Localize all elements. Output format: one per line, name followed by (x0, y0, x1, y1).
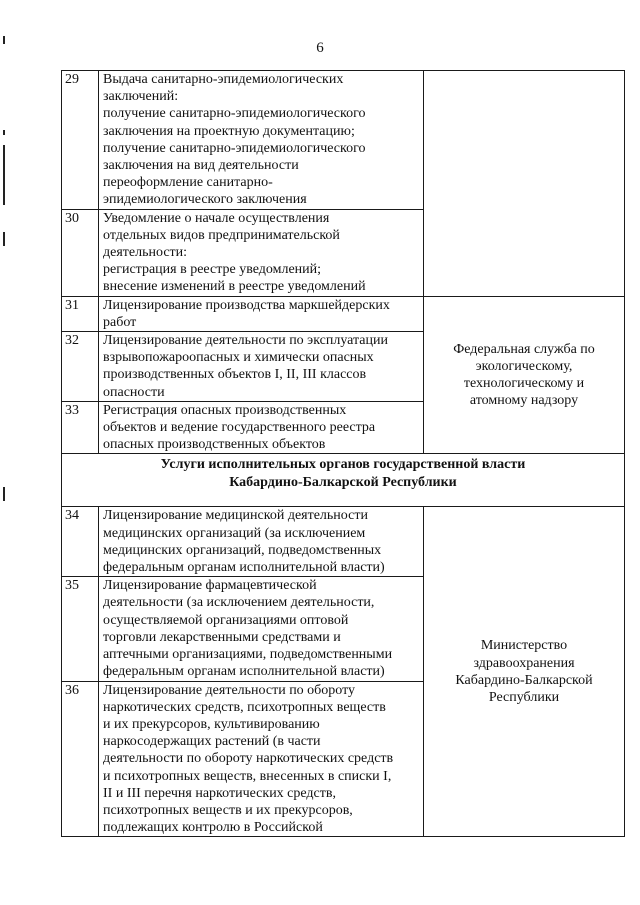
section-header-line: Услуги исполнительных органов государственной власти (160, 457, 526, 473)
row-number: 30 (62, 209, 99, 296)
responsible-authority (424, 507, 625, 837)
text-line: медицинских организаций (за исключением (103, 525, 366, 541)
text-line: Лицензирование производства маркшейдерских (103, 297, 390, 313)
text-line: Уведомление о начале осуществления (103, 210, 330, 226)
text-line: заключения на вид деятельности (103, 158, 299, 174)
text-line: Выдача санитарно-эпидемиологических (103, 72, 344, 87)
text-line: торговли лекарственными средствами и (103, 629, 341, 645)
text-line: подлежащих контролю в Российской (103, 820, 323, 836)
responsible-authority (424, 296, 625, 454)
text-line: II и III перечня наркотических средств, (103, 785, 336, 801)
text-line: Лицензирование деятельности по обороту (103, 682, 356, 698)
text-line: опасности (103, 384, 165, 400)
section-header (62, 454, 625, 507)
text-line: внесение изменений в реестре уведомлений (103, 279, 366, 295)
text-line: федеральным органам исполнительной власти) (103, 664, 385, 680)
text-line: эпидемиологического заключения (103, 192, 307, 208)
scan-edge-mark (3, 487, 5, 501)
text-line: регистрация в реестре уведомлений; (103, 262, 322, 278)
text-line: объектов и ведение государственного реестра (103, 420, 376, 436)
text-line: Лицензирование деятельности по эксплуатации (103, 333, 388, 349)
service-description (99, 681, 424, 837)
text-line: Лицензирование фармацевтической (103, 578, 317, 594)
text-line: отдельных видов предпринимательской (103, 227, 340, 243)
row-number: 35 (62, 577, 99, 681)
text-line: производственных объектов I, II, III классов (103, 367, 367, 383)
text-line: Регистрация опасных производственных (103, 402, 347, 418)
table-row (62, 507, 625, 577)
text-line: деятельности: (103, 245, 188, 261)
text-line: и психотропных веществ, внесенных в списки I, (103, 768, 392, 784)
service-description (99, 577, 424, 681)
text-line: федеральным органам исполнительной власти) (103, 560, 385, 576)
row-number: 34 (62, 507, 99, 577)
section-header-row (62, 454, 625, 507)
text-line: опасных производственных объектов (103, 437, 326, 453)
text-line: психотропных веществ и их прекурсоров, (103, 802, 353, 818)
text-line: аптечными организациями, подведомственными (103, 647, 393, 663)
text-line: заключений: (103, 89, 179, 105)
text-line: осуществляемой организациями оптовой (103, 612, 349, 628)
service-description (99, 401, 424, 454)
text-line: Лицензирование медицинской деятельности (103, 508, 368, 524)
authority-line: Республики (488, 690, 560, 706)
authority-line: технологическому и (463, 376, 585, 392)
scan-edge-mark (3, 130, 5, 135)
authority-line: экологическому, (475, 358, 573, 374)
text-line: деятельности по обороту наркотических средств (103, 751, 394, 767)
row-number: 33 (62, 401, 99, 454)
text-line: медицинских организаций, подведомственных (103, 542, 382, 558)
services-table (61, 70, 625, 837)
text-line: и их прекурсоров, культивированию (103, 716, 320, 732)
authority-line: Федеральная служба по (453, 341, 595, 357)
text-line: наркосодержащих растений (в части (103, 734, 321, 750)
text-line: получение санитарно-эпидемиологического (103, 106, 366, 122)
scan-edge-mark (3, 145, 5, 205)
row-number: 31 (62, 296, 99, 331)
scan-edge-mark (3, 232, 5, 246)
authority-line: Кабардино-Балкарской (455, 672, 593, 688)
row-number: 36 (62, 681, 99, 837)
service-description (99, 507, 424, 577)
page-number: 6 (316, 40, 324, 56)
row-number: 29 (62, 71, 99, 210)
table-row (62, 71, 625, 210)
row-number: 32 (62, 332, 99, 402)
text-line: наркотических средств, психотропных веществ (103, 699, 386, 715)
authority-line: Министерство (480, 638, 568, 654)
authority-line: здравоохранения (473, 655, 575, 671)
service-description (99, 209, 424, 296)
text-line: переоформление санитарно- (103, 175, 273, 191)
text-line: заключения на проектную документацию; (103, 123, 355, 139)
text-line: работ (103, 314, 137, 330)
text-line: деятельности (за исключением деятельности, (103, 595, 375, 611)
responsible-authority-empty (424, 71, 625, 297)
service-description (99, 296, 424, 331)
text-line: получение санитарно-эпидемиологического (103, 140, 366, 156)
section-header-line: Кабардино-Балкарской Республики (229, 474, 457, 490)
service-description (99, 332, 424, 402)
table-row (62, 296, 625, 331)
service-description (99, 71, 424, 210)
text-line: взрывопожароопасных и химически опасных (103, 350, 374, 366)
authority-line: атомному надзору (469, 393, 579, 409)
